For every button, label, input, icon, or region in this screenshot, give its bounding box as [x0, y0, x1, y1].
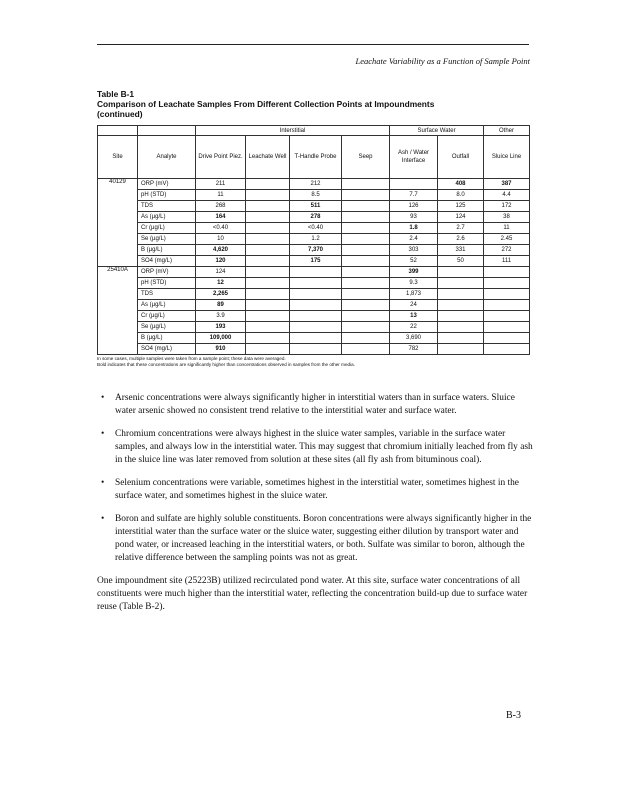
- leachate-well-cell: [246, 256, 290, 267]
- header-blank-site: [98, 126, 138, 136]
- leachate-well-cell: [246, 289, 290, 300]
- t-handle-cell: [290, 344, 342, 355]
- seep-cell: [342, 234, 390, 245]
- outfall-cell: 2.6: [438, 234, 484, 245]
- t-handle-cell: [290, 278, 342, 289]
- leachate-well-cell: [246, 333, 290, 344]
- sluice-cell: 2.45: [484, 234, 530, 245]
- seep-cell: [342, 289, 390, 300]
- drive-point-cell: 12: [196, 278, 246, 289]
- analyte-cell: ORP (mV): [138, 179, 196, 190]
- outfall-cell: 408: [438, 179, 484, 190]
- sluice-cell: [484, 311, 530, 322]
- leachate-well-cell: [246, 190, 290, 201]
- leachate-well-cell: [246, 322, 290, 333]
- col-header-t-handle: T-Handle Probe: [290, 136, 342, 179]
- drive-point-cell: 211: [196, 179, 246, 190]
- table-row: [98, 278, 530, 289]
- t-handle-cell: [290, 300, 342, 311]
- analyte-cell: Se (µg/L): [138, 234, 196, 245]
- analyte-cell: As (µg/L): [138, 212, 196, 223]
- outfall-cell: [438, 278, 484, 289]
- col-header-leachate-well: Leachate Well: [246, 136, 290, 179]
- running-title: Leachate Variability as a Function of Sample Point: [355, 56, 530, 66]
- sluice-cell: [484, 278, 530, 289]
- drive-point-cell: 120: [196, 256, 246, 267]
- seep-cell: [342, 322, 390, 333]
- outfall-cell: [438, 300, 484, 311]
- drive-point-cell: 4,620: [196, 245, 246, 256]
- bullet-text-boron-sulfate: Boron and sulfate are highly soluble constituents. Boron concentrations were always significantly higher in the interstitial water than the surface water or the sluice water, suggesting either dilution by transport water and pond water, or increased leaching in the interstitial waters, or both. Sulfate was similar to boron, although the relative difference between the sampling points was not as great.: [115, 514, 532, 563]
- table-row: [98, 322, 530, 333]
- sluice-cell: 111: [484, 256, 530, 267]
- analyte-cell: Cr (µg/L): [138, 311, 196, 322]
- outfall-cell: [438, 311, 484, 322]
- table-note-averaging: In some cases, multiple samples were taken from a sample point; these data were averaged.: [97, 356, 286, 361]
- t-handle-cell: 175: [290, 256, 342, 267]
- drive-point-cell: 910: [196, 344, 246, 355]
- page-number: B-3: [506, 710, 521, 721]
- ash-water-cell: 1.8: [390, 223, 438, 234]
- outfall-cell: 331: [438, 245, 484, 256]
- seep-cell: [342, 201, 390, 212]
- table-row: [98, 267, 530, 278]
- table-row: [98, 289, 530, 300]
- ash-water-cell: 3,690: [390, 333, 438, 344]
- bullet-glyph: •: [101, 478, 105, 488]
- analyte-cell: B (µg/L): [138, 333, 196, 344]
- t-handle-cell: [290, 289, 342, 300]
- leachate-well-cell: [246, 311, 290, 322]
- ash-water-cell: [390, 179, 438, 190]
- sluice-cell: 272: [484, 245, 530, 256]
- seep-cell: [342, 256, 390, 267]
- table-block: [97, 89, 529, 369]
- t-handle-cell: [290, 311, 342, 322]
- leachate-comparison-table: [97, 125, 530, 355]
- table-row: [98, 212, 530, 223]
- drive-point-cell: 11: [196, 190, 246, 201]
- ash-water-cell: 399: [390, 267, 438, 278]
- t-handle-cell: 511: [290, 201, 342, 212]
- leachate-well-cell: [246, 201, 290, 212]
- t-handle-cell: [290, 267, 342, 278]
- seep-cell: [342, 223, 390, 234]
- drive-point-cell: <0.40: [196, 223, 246, 234]
- analyte-cell: TDS: [138, 201, 196, 212]
- table-title: Comparison of Leachate Samples From Different Collection Points at Impoundments: [97, 99, 435, 109]
- t-handle-cell: 7,370: [290, 245, 342, 256]
- seep-cell: [342, 179, 390, 190]
- ash-water-cell: 126: [390, 201, 438, 212]
- bullet-text-arsenic: Arsenic concentrations were always significantly higher in interstitial waters than in surface waters. Sluice water arsenic showed no consistent trend relative to the interstitial water and surface water.: [115, 393, 515, 416]
- t-handle-cell: 1.2: [290, 234, 342, 245]
- drive-point-cell: 124: [196, 267, 246, 278]
- group-header-interstitial: Interstitial: [196, 126, 390, 136]
- ash-water-cell: 1,873: [390, 289, 438, 300]
- table-row: [98, 201, 530, 212]
- table-row: [98, 344, 530, 355]
- table-label: Table B-1: [97, 89, 135, 99]
- sluice-cell: 38: [484, 212, 530, 223]
- ash-water-cell: 7.7: [390, 190, 438, 201]
- leachate-well-cell: [246, 223, 290, 234]
- seep-cell: [342, 190, 390, 201]
- leachate-well-cell: [246, 179, 290, 190]
- group-header-surface-water: Surface Water: [390, 126, 484, 136]
- sluice-cell: [484, 289, 530, 300]
- site-cell: 40129: [98, 179, 138, 267]
- drive-point-cell: 193: [196, 322, 246, 333]
- t-handle-cell: 8.5: [290, 190, 342, 201]
- outfall-cell: 50: [438, 256, 484, 267]
- list-item: [97, 477, 533, 503]
- drive-point-cell: 2,265: [196, 289, 246, 300]
- analyte-cell: ORP (mV): [138, 267, 196, 278]
- bullet-text-selenium: Selenium concentrations were variable, sometimes highest in the interstitial water, sometimes highest in the surface water, and sometimes highest in the sluice water.: [115, 478, 519, 501]
- leachate-well-cell: [246, 267, 290, 278]
- seep-cell: [342, 344, 390, 355]
- list-item: [97, 392, 533, 418]
- drive-point-cell: 89: [196, 300, 246, 311]
- ash-water-cell: 93: [390, 212, 438, 223]
- col-header-site: Site: [98, 136, 138, 179]
- sluice-cell: [484, 322, 530, 333]
- seep-cell: [342, 212, 390, 223]
- ash-water-cell: 24: [390, 300, 438, 311]
- sluice-cell: [484, 333, 530, 344]
- outfall-cell: [438, 333, 484, 344]
- list-item: [97, 513, 533, 565]
- drive-point-cell: 10: [196, 234, 246, 245]
- ash-water-cell: 9.3: [390, 278, 438, 289]
- table-body: [98, 179, 530, 355]
- table-row: [98, 333, 530, 344]
- group-header-other: Other: [484, 126, 530, 136]
- table-row: [98, 223, 530, 234]
- t-handle-cell: 212: [290, 179, 342, 190]
- t-handle-cell: [290, 322, 342, 333]
- ash-water-cell: 782: [390, 344, 438, 355]
- site-cell: 25410A: [98, 267, 138, 355]
- analyte-cell: As (µg/L): [138, 300, 196, 311]
- table-row: [98, 234, 530, 245]
- sluice-cell: 4.4: [484, 190, 530, 201]
- table-notes: [97, 356, 529, 369]
- sluice-cell: 387: [484, 179, 530, 190]
- seep-cell: [342, 333, 390, 344]
- seep-cell: [342, 311, 390, 322]
- outfall-cell: 2.7: [438, 223, 484, 234]
- outfall-cell: [438, 344, 484, 355]
- analyte-cell: SO4 (mg/L): [138, 256, 196, 267]
- outfall-cell: 124: [438, 212, 484, 223]
- header-blank-analyte: [138, 126, 196, 136]
- header-rule: [97, 44, 529, 45]
- outfall-cell: [438, 289, 484, 300]
- outfall-cell: [438, 267, 484, 278]
- table-title-block: [97, 89, 529, 119]
- leachate-well-cell: [246, 212, 290, 223]
- sluice-cell: 11: [484, 223, 530, 234]
- sluice-cell: [484, 344, 530, 355]
- leachate-well-cell: [246, 300, 290, 311]
- seep-cell: [342, 278, 390, 289]
- outfall-cell: 8.0: [438, 190, 484, 201]
- list-item: [97, 428, 533, 467]
- col-header-analyte: Analyte: [138, 136, 196, 179]
- analyte-cell: SO4 (mg/L): [138, 344, 196, 355]
- seep-cell: [342, 300, 390, 311]
- ash-water-cell: 13: [390, 311, 438, 322]
- ash-water-cell: 52: [390, 256, 438, 267]
- leachate-well-cell: [246, 344, 290, 355]
- col-header-drive-point: Drive Point Piez.: [196, 136, 246, 179]
- analyte-cell: pH (STD): [138, 190, 196, 201]
- table-note-bold: Bold indicates that these concentrations are significantly higher than concentrations observed in samples from the other media.: [97, 362, 355, 368]
- bullet-glyph: •: [101, 514, 105, 524]
- closing-paragraph: One impoundment site (25223B) utilized recirculated pond water. At this site, surface water concentrations of all constituents were much higher than the interstitial water, reflecting the concentration build-up due to surface water reuse (Table B-2).: [97, 576, 528, 612]
- ash-water-cell: 22: [390, 322, 438, 333]
- table-row: [98, 300, 530, 311]
- t-handle-cell: [290, 333, 342, 344]
- findings-list: [97, 392, 533, 565]
- col-header-ash-water: Ash / Water Interface: [390, 136, 438, 179]
- t-handle-cell: 278: [290, 212, 342, 223]
- body-text: [97, 392, 533, 614]
- analyte-cell: Se (µg/L): [138, 322, 196, 333]
- table-row: [98, 190, 530, 201]
- analyte-cell: pH (STD): [138, 278, 196, 289]
- table-row: [98, 245, 530, 256]
- ash-water-cell: 2.4: [390, 234, 438, 245]
- drive-point-cell: 268: [196, 201, 246, 212]
- col-header-outfall: Outfall: [438, 136, 484, 179]
- leachate-well-cell: [246, 278, 290, 289]
- drive-point-cell: 164: [196, 212, 246, 223]
- sluice-cell: [484, 267, 530, 278]
- table-continued: (continued): [97, 109, 143, 119]
- sluice-cell: [484, 300, 530, 311]
- bullet-glyph: •: [101, 429, 105, 439]
- analyte-cell: Cr (µg/L): [138, 223, 196, 234]
- col-header-sluice: Sluice Line: [484, 136, 530, 179]
- outfall-cell: [438, 322, 484, 333]
- drive-point-cell: 3.9: [196, 311, 246, 322]
- bullet-text-chromium: Chromium concentrations were always highest in the sluice water samples, variable in the surface water samples, and always low in the interstitial water. This may suggest that chromium initially leached from fly ash in the sluice line was later removed from solution at these sites (all fly ash from bituminous coal).: [115, 429, 533, 465]
- table-row: [98, 256, 530, 267]
- table-row: [98, 311, 530, 322]
- bullet-glyph: •: [101, 393, 105, 403]
- sluice-cell: 172: [484, 201, 530, 212]
- seep-cell: [342, 267, 390, 278]
- drive-point-cell: 109,000: [196, 333, 246, 344]
- analyte-cell: TDS: [138, 289, 196, 300]
- outfall-cell: 125: [438, 201, 484, 212]
- leachate-well-cell: [246, 245, 290, 256]
- t-handle-cell: <0.40: [290, 223, 342, 234]
- analyte-cell: B (µg/L): [138, 245, 196, 256]
- table-row: [98, 179, 530, 190]
- col-header-seep: Seep: [342, 136, 390, 179]
- leachate-well-cell: [246, 234, 290, 245]
- seep-cell: [342, 245, 390, 256]
- ash-water-cell: 303: [390, 245, 438, 256]
